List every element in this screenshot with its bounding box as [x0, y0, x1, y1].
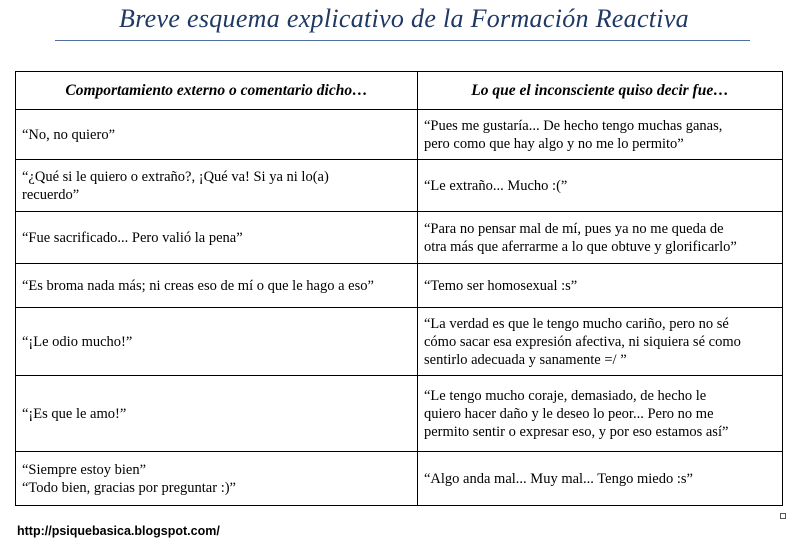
said-cell [16, 110, 418, 160]
meant-cell [418, 212, 783, 264]
resize-handle-icon [780, 513, 786, 519]
table-row [16, 160, 783, 212]
header-unconscious-meaning: Lo que el inconsciente quiso decir fue… [418, 72, 783, 110]
meant-line: otra más que aferrarme a lo que obtuve y glorificarlo” [424, 238, 737, 255]
meant-line: “Para no pensar mal de mí, pues ya no me queda de [424, 220, 724, 237]
meant-cell [418, 160, 783, 212]
said-line: recuerdo” [22, 186, 80, 203]
meant-line: “Le tengo mucho coraje, demasiado, de hecho le [424, 387, 707, 404]
meant-cell [418, 110, 783, 160]
document-title: Breve esquema explicativo de la Formación Reactiva [119, 4, 689, 33]
meant-cell [418, 308, 783, 376]
said-line: “Fue sacrificado... Pero valió la pena” [22, 229, 243, 246]
said-line: “Todo bien, gracias por preguntar :)” [22, 479, 236, 496]
said-line: “¿Qué si le quiero o extraño?, ¡Qué va! Si ya ni lo(a) [22, 168, 329, 185]
said-cell [16, 212, 418, 264]
meant-line: “Le extraño... Mucho :(” [424, 177, 568, 194]
said-cell [16, 160, 418, 212]
header-external-behavior: Comportamiento externo o comentario dicho… [16, 72, 418, 110]
said-cell [16, 308, 418, 376]
meant-cell [418, 264, 783, 308]
meant-line: “Pues me gustaría... De hecho tengo muchas ganas, [424, 117, 723, 134]
meant-line: cómo sacar esa expresión afectiva, ni siquiera sé como [424, 333, 741, 350]
meant-line: “Temo ser homosexual :s” [424, 277, 578, 294]
table-row [16, 452, 783, 506]
said-line: “¡Es que le amo!” [22, 405, 127, 422]
table-row [16, 110, 783, 160]
said-cell [16, 376, 418, 452]
said-cell [16, 264, 418, 308]
said-line: “¡Le odio mucho!” [22, 333, 133, 350]
said-line: “Siempre estoy bien” [22, 461, 147, 478]
said-line: “Es broma nada más; ni creas eso de mí o que le hago a eso” [22, 277, 374, 294]
meant-cell [418, 452, 783, 506]
meant-line: quiero hacer daño y le deseo lo peor... Pero no me [424, 405, 714, 422]
meant-line: sentirlo adecuada y sanamente =/ ” [424, 351, 627, 368]
table-row [16, 376, 783, 452]
said-line: “No, no quiero” [22, 126, 116, 143]
table-row [16, 308, 783, 376]
title-underline [55, 40, 750, 41]
table-row [16, 212, 783, 264]
source-url: http://psiquebasica.blogspot.com/ [17, 524, 220, 538]
meant-line: “La verdad es que le tengo mucho cariño, pero no sé [424, 315, 729, 332]
meant-line: pero como que hay algo y no me lo permito” [424, 135, 684, 152]
table-header-row [16, 72, 783, 110]
meant-cell [418, 376, 783, 452]
meant-line: “Algo anda mal... Muy mal... Tengo miedo :s” [424, 470, 693, 487]
said-cell [16, 452, 418, 506]
reaction-formation-table [15, 71, 783, 506]
meant-line: permito sentir o expresar eso, y por eso estamos así” [424, 423, 729, 440]
table-row [16, 264, 783, 308]
